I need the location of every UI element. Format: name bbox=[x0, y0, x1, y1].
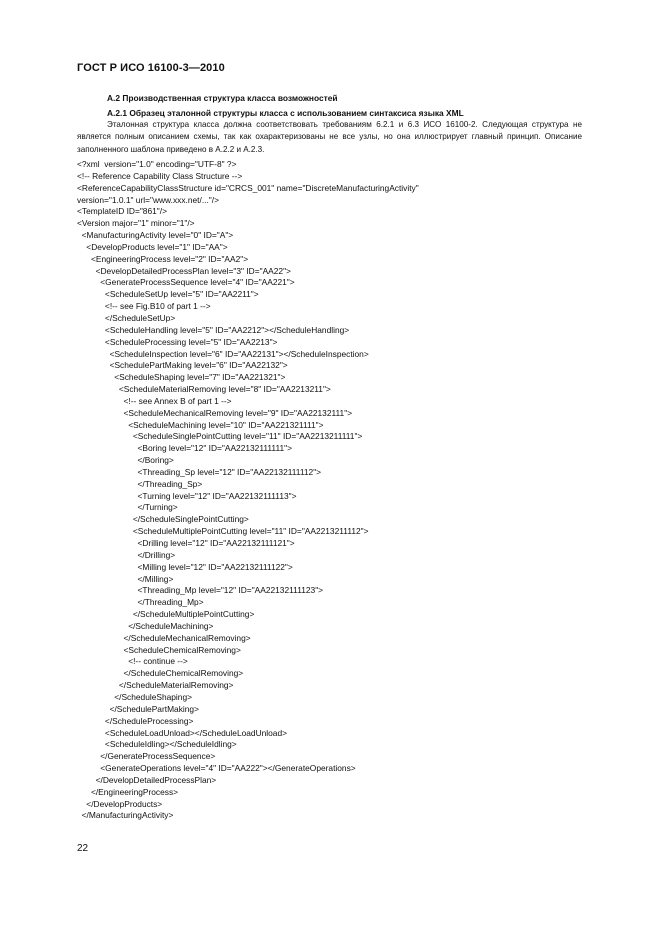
code-line: <!-- continue --> bbox=[77, 656, 188, 667]
code-line: <ScheduleMechanicalRemoving level="9" ID="AA22132111"> bbox=[77, 407, 353, 418]
code-line: </ScheduleSinglePointCutting> bbox=[77, 514, 249, 525]
code-line: <ScheduleProcessing level="5" ID="AA2213"> bbox=[77, 336, 278, 347]
code-line: <Drilling level="12" ID="AA22132111121"> bbox=[77, 538, 295, 548]
code-line: <!-- see Annex B of part 1 --> bbox=[77, 395, 232, 406]
xml-code-listing bbox=[77, 159, 419, 822]
code-line: <TemplateID ID="861"/> bbox=[77, 206, 167, 217]
code-line: <ScheduleChemicalRemoving> bbox=[77, 644, 241, 655]
code-line: <DevelopDetailedProcessPlan level="3" ID="AA22"> bbox=[77, 265, 291, 276]
code-line: </DevelopDetailedProcessPlan> bbox=[77, 774, 217, 785]
page-number: 22 bbox=[77, 843, 89, 854]
code-line: </GenerateProcessSequence> bbox=[77, 751, 216, 762]
code-line: <Threading_Mp level="12" ID="AA22132111123"> bbox=[77, 585, 324, 596]
code-line: <ReferenceCapabilityClassStructure id="CRCS_001" name="DiscreteManufacturingActivity" bbox=[77, 182, 419, 193]
code-line: <DevelopProducts level="1" ID="AA"> bbox=[77, 241, 228, 252]
code-line: </ScheduleMechanicalRemoving> bbox=[77, 632, 251, 643]
code-line: <ScheduleSetUp level="5" ID="AA2211"> bbox=[77, 289, 259, 300]
code-line: <ScheduleShaping level="7" ID="AA221321"> bbox=[77, 372, 286, 383]
code-line: <!-- Reference Capability Class Structure --> bbox=[77, 170, 243, 181]
section-title: A.2 Производственная структура класса возможностей bbox=[107, 93, 338, 103]
code-line: </ScheduleShaping> bbox=[77, 691, 192, 702]
subsection-title: A.2.1 Образец эталонной структуры класса с использованием синтаксиса языка XML bbox=[107, 108, 464, 118]
code-line: <EngineeringProcess level="2" ID="AA2"> bbox=[77, 253, 249, 264]
code-line: </ScheduleSetUp> bbox=[77, 312, 176, 323]
code-line: <ScheduleIdling></ScheduleIdling> bbox=[77, 739, 237, 750]
code-line: </DevelopProducts> bbox=[77, 798, 163, 809]
document-header: ГОСТ Р ИСО 16100-3—2010 bbox=[77, 62, 225, 74]
code-line: </Boring> bbox=[77, 455, 174, 466]
code-line: <GenerateOperations level="4" ID="AA222"></GenerateOperations> bbox=[77, 763, 356, 774]
code-line: <ScheduleMachining level="10" ID="AA221321111"> bbox=[77, 419, 324, 430]
code-line: <ScheduleLoadUnload></ScheduleLoadUnload> bbox=[77, 727, 288, 738]
code-line: <ScheduleMaterialRemoving level="8" ID="AA2213211"> bbox=[77, 384, 331, 395]
code-line: </ScheduleMachining> bbox=[77, 620, 214, 631]
code-line: </EngineeringProcess> bbox=[77, 786, 179, 797]
code-line: </SchedulePartMaking> bbox=[77, 703, 199, 714]
code-line: </Turning> bbox=[77, 502, 178, 513]
code-line: </Threading_Mp> bbox=[77, 597, 204, 608]
code-line: <ScheduleSinglePointCutting level="11" ID="AA2213211111"> bbox=[77, 431, 363, 442]
code-line: <ManufacturingActivity level="0" ID="A"> bbox=[77, 230, 234, 241]
code-line: </Milling> bbox=[77, 573, 174, 584]
code-line: <Turning level="12" ID="AA22132111113"> bbox=[77, 490, 297, 501]
code-line: </ScheduleChemicalRemoving> bbox=[77, 668, 244, 679]
code-line: <Milling level="12" ID="AA22132111122"> bbox=[77, 561, 293, 572]
code-line: </ManufacturingActivity> bbox=[77, 810, 174, 821]
code-line: </Drilling> bbox=[77, 549, 176, 560]
code-line: <!-- see Fig.B10 of part 1 --> bbox=[77, 301, 211, 312]
code-line: <Version major="1" minor="1"/> bbox=[77, 218, 195, 229]
body-paragraph: Эталонная структура класса должна соответствовать требованиям 6.2.1 и 6.3 ИСО 16100-2. Следующая структура не является полным описанием схемы, так как охарактеризованы не все узлы, но она иллюстрирует главный принцип. Описание заполненного шаблона приведено в A.2.2 и A.2.3. bbox=[77, 120, 582, 154]
code-line: <GenerateProcessSequence level="4" ID="AA221"> bbox=[77, 277, 295, 288]
code-line: </ScheduleProcessing> bbox=[77, 715, 194, 726]
code-line: </ScheduleMultiplePointCutting> bbox=[77, 609, 255, 620]
code-line: <ScheduleHandling level="5" ID="AA2212"></ScheduleHandling> bbox=[77, 324, 350, 335]
code-line: <Boring level="12" ID="AA22132111111"> bbox=[77, 443, 293, 454]
code-line: <ScheduleMultiplePointCutting level="11" ID="AA2213211112"> bbox=[77, 526, 369, 537]
code-line: version="1.0.1" url="www.xxx.net/..."/> bbox=[77, 194, 219, 205]
code-line: <ScheduleInspection level="6" ID="AA22131"></ScheduleInspection> bbox=[77, 348, 369, 359]
code-line: <Threading_Sp level="12" ID="AA22132111112"> bbox=[77, 466, 322, 477]
code-line: <?xml version="1.0" encoding="UTF-8" ?> bbox=[77, 159, 237, 169]
code-line: </Threading_Sp> bbox=[77, 478, 203, 489]
code-line: </ScheduleMaterialRemoving> bbox=[77, 680, 234, 691]
code-line: <SchedulePartMaking level="6" ID="AA22132"> bbox=[77, 360, 288, 371]
